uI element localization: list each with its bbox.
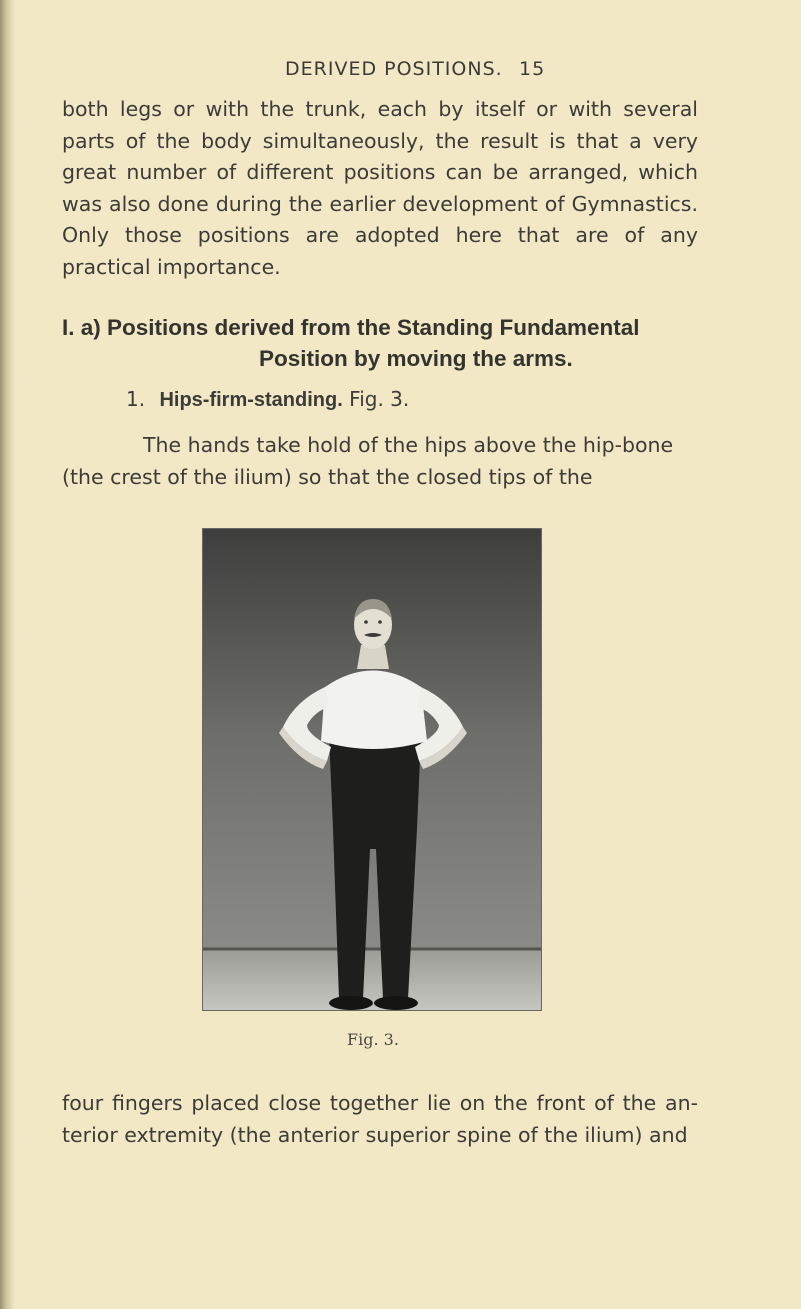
left-shoe (329, 996, 373, 1010)
paragraph-3: four fingers placed close together lie on the front of the anterior extremity (the anterior superior spine of the ilium) and (62, 1091, 698, 1147)
sub-heading-number: 1. (126, 387, 146, 411)
section-heading (62, 312, 722, 374)
shirt (321, 671, 427, 750)
page-number: 15 (519, 58, 546, 80)
running-head-title: DERIVED POSITIONS. (285, 58, 503, 80)
section-heading-line-1: I. a) Positions derived from the Standing Fundamental (62, 315, 640, 340)
paragraph-2 (62, 430, 698, 493)
paragraph-1: both legs or with the trunk, each by itself or with several parts of the body simultaneously, the result is that a very great number of different positions can be arranged, which was also done during the earlier development of Gymnastics. Only those positions are adopted here that are of any practical importance. (62, 97, 698, 279)
paragraph-2-rest: (the crest of the ilium) so that the closed tips of the (62, 464, 593, 489)
left-eye (364, 620, 368, 624)
section-heading-line-2: Position by moving the arms. (259, 346, 573, 371)
floor (203, 949, 541, 1010)
figure-caption: Fig. 3. (347, 1030, 399, 1049)
book-binding-edge (0, 0, 14, 1309)
figure-photograph (202, 528, 542, 1011)
right-eye (378, 620, 382, 624)
sub-heading (126, 387, 546, 412)
figure-illustration (203, 529, 541, 1010)
paragraph-2-first-line: The hands take hold of the hips above the hip-bone (143, 433, 674, 457)
sub-heading-name: Hips-firm-standing. (159, 389, 343, 411)
sub-heading-figure-ref: Fig. 3. (349, 387, 410, 411)
right-shoe (374, 996, 418, 1010)
